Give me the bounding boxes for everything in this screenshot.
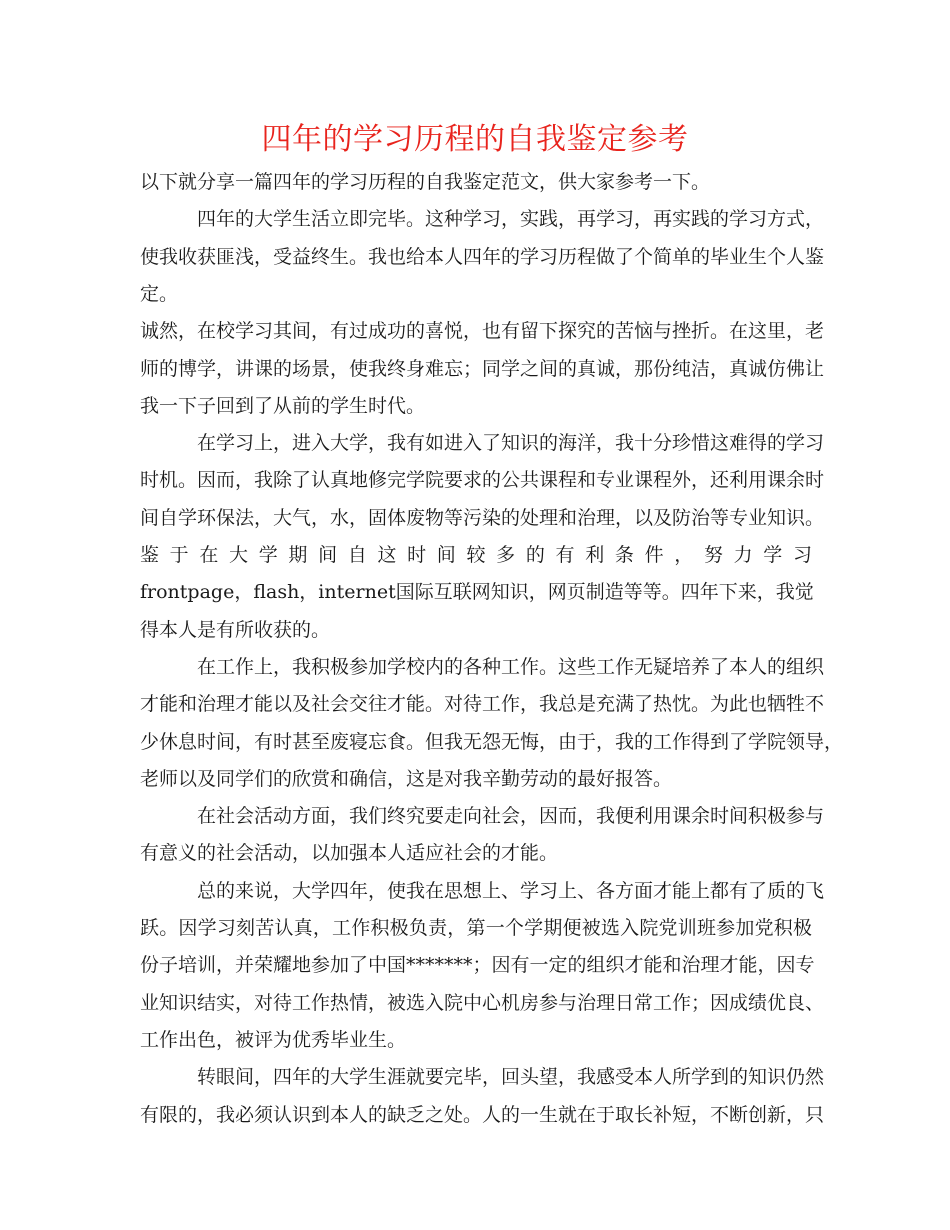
text-line: 在工作上，我积极参加学校内的各种工作。这些工作无疑培养了本人的组织 [197, 655, 825, 678]
document-title: 四年的学习历程的自我鉴定参考 [261, 122, 689, 157]
text-line: 业知识结实，对待工作热情，被选入院中心机房参与治理日常工作；因成绩优良、 [140, 991, 825, 1014]
text-line: 有限的，我必须认识到本人的缺乏之处。人的一生就在于取长补短，不断创新，只 [140, 1103, 825, 1126]
text-line: 在学习上，进入大学，我有如进入了知识的海洋，我十分珍惜这难得的学习 [197, 432, 825, 455]
text-line: 鉴于在大学期间自这时间较多的有利条件，努力学习 [140, 544, 812, 566]
text-line: 老师以及同学们的欣赏和确信，这是对我辛勤劳动的最好报答。 [140, 767, 673, 790]
text-line: 转眼间，四年的大学生涯就要完毕，回头望，我感受本人所学到的知识仍然 [197, 1066, 825, 1089]
text-line: frontpage，flash，internet国际互联网知识，网页制造等等。四年下来，我觉 [140, 581, 814, 604]
text-line: 工作出色，被评为优秀毕业生。 [140, 1028, 407, 1051]
text-line: 跃。因学习刻苦认真，工作积极负责，第一个学期便被选入院党训班参加党积极 [140, 917, 812, 939]
text-line: 在社会活动方面，我们终究要走向社会，因而，我便利用课余时间积极参与 [197, 805, 825, 828]
text-line: 四年的大学生活立即完毕。这种学习，实践，再学习，再实践的学习方式， [197, 208, 825, 231]
text-line: 定。 [140, 282, 179, 305]
text-line: 得本人是有所收获的。 [140, 618, 331, 641]
text-line: 使我收获匪浅，受益终生。我也给本人四年的学习历程做了个简单的毕业生个人鉴 [140, 245, 825, 268]
text-line: 时机。因而，我除了认真地修完学院要求的公共课程和专业课程外，还利用课余时 [140, 469, 825, 492]
text-line: 总的来说，大学四年，使我在思想上、学习上、各方面才能上都有了质的飞 [197, 879, 825, 902]
text-line: 才能和治理才能以及社会交往才能。对待工作，我总是充满了热忱。为此也牺牲不 [140, 693, 825, 716]
text-line: 诚然，在校学习其间，有过成功的喜悦，也有留下探究的苦恼与挫折。在这里，老 [140, 320, 825, 343]
text-line: 少休息时间，有时甚至废寝忘食。但我无怨无悔，由于，我的工作得到了学院领导， [140, 730, 844, 753]
text-line: 我一下子回到了从前的学生时代。 [140, 394, 426, 417]
text-line: 有意义的社会活动，以加强本人适应社会的才能。 [140, 842, 559, 865]
text-line: 间自学环保法，大气，水，固体废物等污染的处理和治理，以及防治等专业知识。 [140, 506, 825, 529]
text-line: 份子培训，并荣耀地参加了中国*******；因有一定的组织才能和治理才能，因专 [140, 954, 815, 977]
text-line: 以下就分享一篇四年的学习历程的自我鉴定范文，供大家参考一下。 [140, 171, 711, 193]
text-line: 师的博学，讲课的场景，使我终身难忘；同学之间的真诚，那份纯洁，真诚仿佛让 [140, 357, 825, 380]
